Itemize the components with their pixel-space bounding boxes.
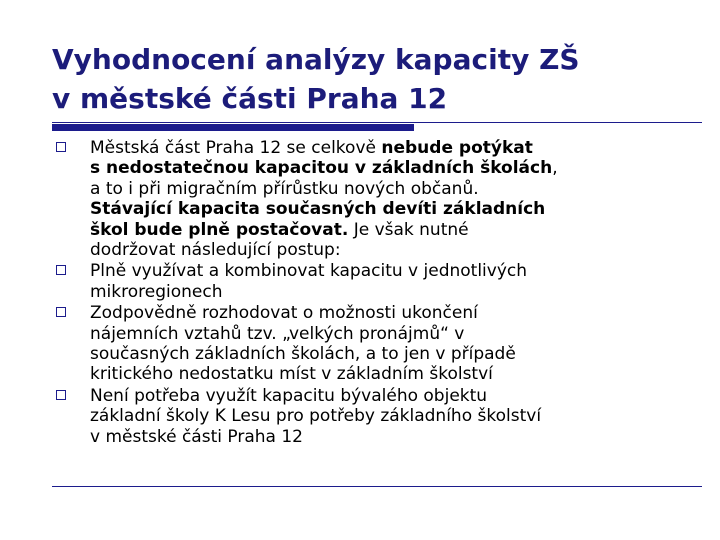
bullet-item-2 xyxy=(52,261,682,302)
bullet-1-line-3: a to i při migračním přírůstku nových občanů. xyxy=(90,178,479,199)
bullet-1-line-6: dodržovat následující postup: xyxy=(90,240,341,261)
slide-title-line-2: v městské části Praha 12 xyxy=(52,82,448,115)
bullet-4-line-2: základní školy K Lesu pro potřeby základního školství xyxy=(90,406,542,427)
footer-divider xyxy=(52,486,702,487)
bullet-2-line-2: mikroregionech xyxy=(90,281,223,302)
bullet-list xyxy=(52,138,682,448)
title-divider-thick xyxy=(52,124,414,131)
title-divider-thin xyxy=(52,122,702,123)
bullet-1-line-2: s nedostatečnou kapacitou v základních školách, xyxy=(90,158,558,179)
hollow-square-bullet-icon xyxy=(56,307,66,317)
slide-title-line-1: Vyhodnocení analýzy kapacity ZŠ xyxy=(52,43,580,76)
bullet-item-1 xyxy=(52,138,682,260)
bullet-item-3 xyxy=(52,303,682,385)
bullet-3-line-3: současných základních školách, a to jen v případě xyxy=(90,344,516,365)
bullet-4-line-1: Není potřeba využít kapacitu bývalého objektu xyxy=(90,385,488,406)
bullet-3-line-1: Zodpovědně rozhodovat o možnosti ukončení xyxy=(90,303,478,324)
slide-title xyxy=(52,40,692,118)
hollow-square-bullet-icon xyxy=(56,142,66,152)
bullet-3-line-4: kritického nedostatku míst v základním školství xyxy=(90,364,493,385)
hollow-square-bullet-icon xyxy=(56,390,66,400)
hollow-square-bullet-icon xyxy=(56,265,66,275)
bullet-1-line-1: Městská část Praha 12 se celkově nebude potýkat xyxy=(90,138,533,158)
bullet-item-4 xyxy=(52,386,682,447)
bullet-1-line-5: škol bude plně postačovat. Je však nutné xyxy=(90,219,469,240)
bullet-4-line-3: v městské části Praha 12 xyxy=(90,426,303,447)
bullet-1-line-4: Stávající kapacita současných devíti základních xyxy=(90,199,546,220)
bullet-2-line-1: Plně využívat a kombinovat kapacitu v jednotlivých xyxy=(90,261,528,282)
bullet-3-line-2: nájemních vztahů tzv. „velkých pronájmů“ v xyxy=(90,323,465,344)
